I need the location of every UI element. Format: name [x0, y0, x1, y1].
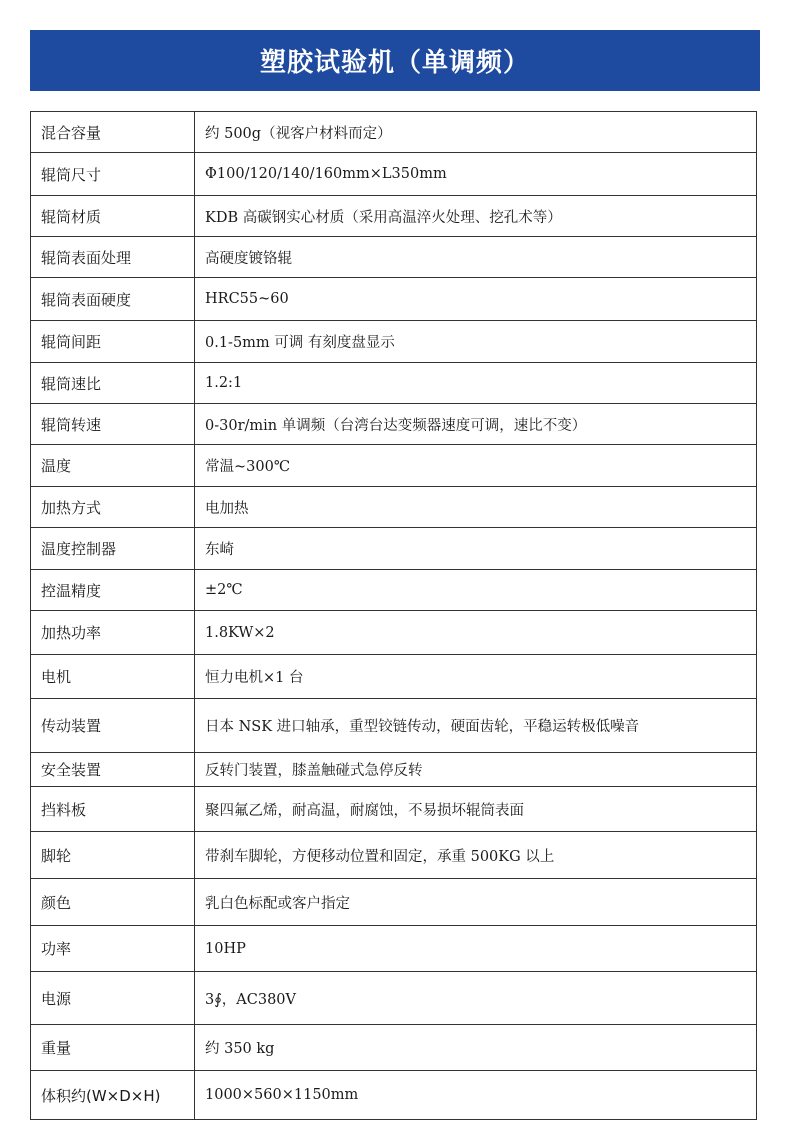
spec-value: 常温~300℃ — [195, 445, 757, 487]
table-row — [31, 753, 757, 787]
table-row — [31, 153, 757, 196]
spec-label: 安全装置 — [31, 753, 195, 787]
spec-label: 电源 — [31, 972, 195, 1025]
spec-label: 脚轮 — [31, 832, 195, 879]
spec-value: 电加热 — [195, 487, 757, 528]
table-row — [31, 611, 757, 655]
spec-value: 聚四氟乙烯，耐高温，耐腐蚀，不易损坏辊筒表面 — [195, 787, 757, 832]
spec-value: 3∮，AC380V — [195, 972, 757, 1025]
table-row — [31, 487, 757, 528]
spec-value: 0-30r/min 单调频（台湾台达变频器速度可调，速比不变） — [195, 404, 757, 445]
page-title: 塑胶试验机（单调频） — [259, 48, 530, 78]
table-row — [31, 787, 757, 832]
spec-label: 控温精度 — [31, 570, 195, 611]
spec-label: 加热方式 — [31, 487, 195, 528]
spec-value: 10HP — [195, 926, 757, 972]
table-row — [31, 832, 757, 879]
spec-label: 温度控制器 — [31, 528, 195, 570]
table-row — [31, 926, 757, 972]
spec-label: 温度 — [31, 445, 195, 487]
spec-value: 1000×560×1150mm — [195, 1071, 757, 1120]
table-row — [31, 404, 757, 445]
spec-label: 传动装置 — [31, 699, 195, 753]
title-banner — [30, 30, 760, 91]
spec-value: KDB 高碳钢实心材质（采用高温淬火处理、挖孔术等） — [195, 196, 757, 237]
spec-label: 混合容量 — [31, 112, 195, 153]
spec-label: 辊筒速比 — [31, 363, 195, 404]
table-row — [31, 699, 757, 753]
table-row — [31, 655, 757, 699]
spec-label: 辊筒转速 — [31, 404, 195, 445]
spec-label: 颜色 — [31, 879, 195, 926]
table-row — [31, 570, 757, 611]
spec-label: 加热功率 — [31, 611, 195, 655]
spec-value: 日本 NSK 进口轴承，重型铰链传动，硬面齿轮，平稳运转极低噪音 — [195, 699, 757, 753]
spec-value: 反转门装置，膝盖触碰式急停反转 — [195, 753, 757, 787]
table-row — [31, 1025, 757, 1071]
spec-value: 0.1-5mm 可调 有刻度盘显示 — [195, 321, 757, 363]
spec-value: 恒力电机×1 台 — [195, 655, 757, 699]
spec-label: 辊筒表面处理 — [31, 237, 195, 278]
spec-value: 高硬度镀铬辊 — [195, 237, 757, 278]
spec-label: 辊筒尺寸 — [31, 153, 195, 196]
spec-value: 东崎 — [195, 528, 757, 570]
spec-label: 电机 — [31, 655, 195, 699]
spec-label: 辊筒表面硬度 — [31, 278, 195, 321]
table-row — [31, 1071, 757, 1120]
table-row — [31, 879, 757, 926]
spec-value: Φ100/120/140/160mm×L350mm — [195, 153, 757, 196]
spec-label: 辊筒材质 — [31, 196, 195, 237]
table-row — [31, 972, 757, 1025]
spec-label: 体积约(W×D×H) — [31, 1071, 195, 1120]
spec-label: 挡料板 — [31, 787, 195, 832]
spec-value: 约 350 kg — [195, 1025, 757, 1071]
spec-value: HRC55~60 — [195, 278, 757, 321]
spec-table — [30, 111, 757, 1120]
spec-value: ±2℃ — [195, 570, 757, 611]
table-row — [31, 278, 757, 321]
spec-value: 1.8KW×2 — [195, 611, 757, 655]
spec-value: 乳白色标配或客户指定 — [195, 879, 757, 926]
table-row — [31, 445, 757, 487]
spec-value: 约 500g（视客户材料而定） — [195, 112, 757, 153]
table-row — [31, 112, 757, 153]
spec-label: 辊筒间距 — [31, 321, 195, 363]
table-row — [31, 196, 757, 237]
spec-label: 重量 — [31, 1025, 195, 1071]
spec-value: 带刹车脚轮，方便移动位置和固定，承重 500KG 以上 — [195, 832, 757, 879]
table-row — [31, 321, 757, 363]
table-row — [31, 363, 757, 404]
spec-label: 功率 — [31, 926, 195, 972]
table-row — [31, 528, 757, 570]
spec-value: 1.2:1 — [195, 363, 757, 404]
table-row — [31, 237, 757, 278]
